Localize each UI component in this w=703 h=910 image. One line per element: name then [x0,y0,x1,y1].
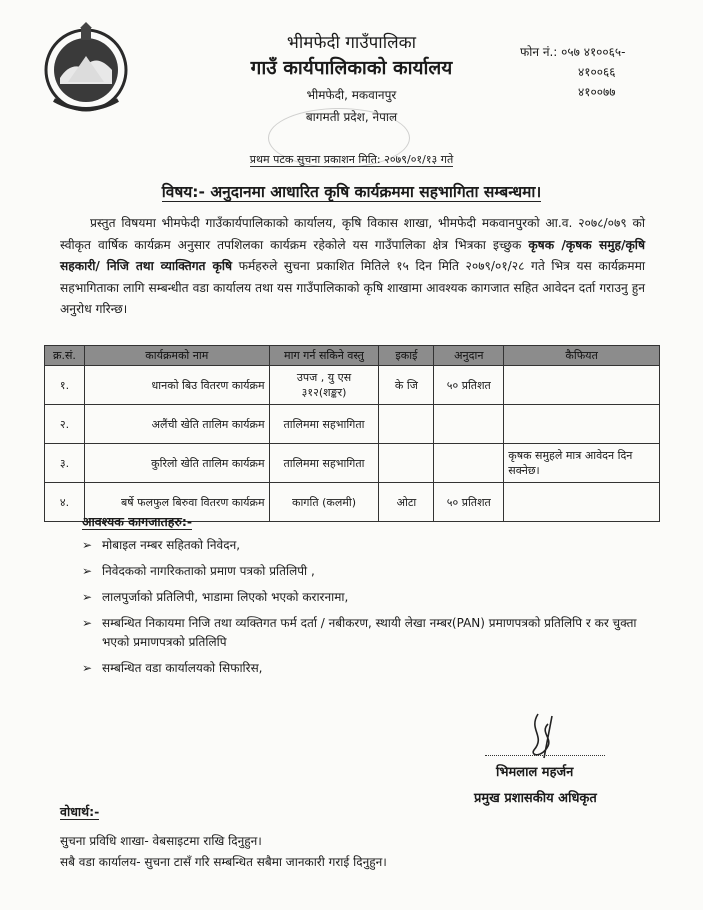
cell-remarks [504,483,660,522]
header-unit: इकाई [379,346,434,366]
body-bold: कृषक /कृषक समुह/कृषि सहकारी/ निजि तथा व्याक्तिगत कृषि [60,237,645,273]
cell-unit: ओटा [379,483,434,522]
arrow-bullet-icon: ➢ [82,564,93,578]
signatory-name: भिमलाल महर्जन [496,765,574,780]
cell-remarks [504,405,660,444]
phone-line-1: फोन नं.: ०५७ ४१००६५- [520,45,626,59]
cell-item: कागति (कलमी) [269,483,379,522]
phone-line-3: ४१००७७ [578,85,616,99]
list-item [82,588,647,607]
cell-subsidy [434,405,504,444]
table-header-row [45,346,660,366]
cc-line-2: सबै वडा कार्यालय- सुचना टासँ गरि सम्बन्धित सबैमा जानकारी गराई दिनुहुन। [60,855,387,869]
address-line-2: बागमती प्रदेश, नेपाल [305,110,398,124]
header-item: माग गर्न सकिने वस्तु [269,346,379,366]
list-item [82,536,647,555]
body-part-2: फर्महरुले सुचना प्रकाशित मितिले १५ दिन मिति २०७९/०१/२८ गते भित्र यस कार्यक्रममा सहभागिताका लागि सम्बन्धीत वडा कार्यालय तथा यस गाउँपालिकाको कृषि शाखामा आवश्यक कागजात सहित आवेदन दर्ता गराउनु हुन अनुरोध गरिन्छ। [60,259,646,316]
phone-line-2: ४१००६६ [578,65,616,79]
document-item-text: मोबाइल नम्बर सहितको निवेदन, [102,538,241,552]
cell-remarks: कृषक समुहले मात्र आवेदन दिन सक्नेछ। [504,444,660,483]
arrow-bullet-icon: ➢ [82,538,93,552]
cell-sn: १. [45,366,85,405]
cc-heading [60,803,99,820]
document-item-text: निवेदकको नागरिकताको प्रमाण पत्रको प्रतिलिपी , [102,564,315,578]
cell-program: अलैंची खेति तालिम कार्यक्रम [84,405,269,444]
header-sn: क्र.सं. [45,346,85,366]
cell-sn: ४. [45,483,85,522]
document-item-text: सम्बन्धित वडा कार्यालयको सिफारिस, [102,661,263,675]
cell-unit: के जि [379,366,434,405]
signatory-title: प्रमुख प्रशासकीय अधिकृत [474,791,597,806]
documents-list [82,536,647,685]
cell-sn: २. [45,405,85,444]
cell-subsidy [434,444,504,483]
cc-heading-text: वोधार्थ:- [60,804,100,819]
cell-program: कुरिलो खेति तालिम कार्यक्रम [84,444,269,483]
office-name: गाउँ कार्यपालिकाको कार्यालय [250,57,453,79]
document-item-text: सम्बन्धित निकायमा निजि तथा व्यक्तिगत फर्म दर्ता / नबीकरण, स्थायी लेखा नम्बर(PAN) प्रमाणपत्रको प्रतिलिपि र कर चुक्ता भएको प्रमाणपत्रको प्रतिलिपि [102,616,637,649]
cell-item: उपज , यु एस ३१२(शङ्कर) [269,366,379,405]
cell-program: बर्षे फलफुल बिरुवा वितरण कार्यक्रम [84,483,269,522]
body-part-1: प्रस्तुत विषयमा भीमफेदी गाउँकार्यपालिकाको कार्यालय, कृषि विकास शाखा, भीमफेदी मकवानपुरको आ.व. २०७८/०७९ को स्वीकृत वार्षिक कार्यक्रम अनुसार तपशिलका कार्यक्रम रहेकोले यस गाउँपालिका क्षेत्र भित्रका इच्छुक [60,216,645,252]
cell-sn: ३. [45,444,85,483]
address-line-1: भीमफेदी, मकवानपुर [306,88,397,102]
programs-table [44,345,660,522]
cell-remarks [504,366,660,405]
arrow-bullet-icon: ➢ [82,590,93,604]
cell-unit [379,405,434,444]
table-row [45,405,660,444]
signature-dotted-line [485,755,605,756]
table-row [45,366,660,405]
cell-item: तालिममा सहभागिता [269,405,379,444]
list-item [82,562,647,581]
arrow-bullet-icon: ➢ [82,616,93,630]
cell-item: तालिममा सहभागिता [269,444,379,483]
phone-block [520,42,625,102]
list-item [82,659,647,678]
document-item-text: लालपुर्जाको प्रतिलिपी, भाडामा लिएको भएको करारनामा, [102,590,349,604]
list-item [82,614,647,652]
body-paragraph [60,213,645,321]
cell-unit [379,444,434,483]
header-subsidy: अनुदान [434,346,504,366]
subject-line [0,180,703,202]
documents-heading [82,513,192,530]
documents-heading-text: आवश्यक कागजातहरु:- [82,514,193,529]
arrow-bullet-icon: ➢ [82,661,93,675]
subject-text: विषय:- अनुदानमा आधारित कृषि कार्यक्रममा सहभागिता सम्बन्धमा। [161,183,542,201]
cell-subsidy: ५० प्रतिशत [434,366,504,405]
notice-date [0,152,703,167]
table-row [45,444,660,483]
header-remarks: कैफियत [504,346,660,366]
cc-line-1: सुचना प्रविधि शाखा- वेबसाइटमा राखि दिनुहुन। [60,834,262,848]
header-program: कार्यक्रमको नाम [84,346,269,366]
cell-subsidy: ५० प्रतिशत [434,483,504,522]
cell-program: धानको बिउ वितरण कार्यक्रम [84,366,269,405]
municipality-name: भीमफेदी गाउँपालिका [286,33,417,53]
notice-date-text: प्रथम पटक सुचना प्रकाशन मिति: २०७९/०१/१३ गते [249,153,454,166]
